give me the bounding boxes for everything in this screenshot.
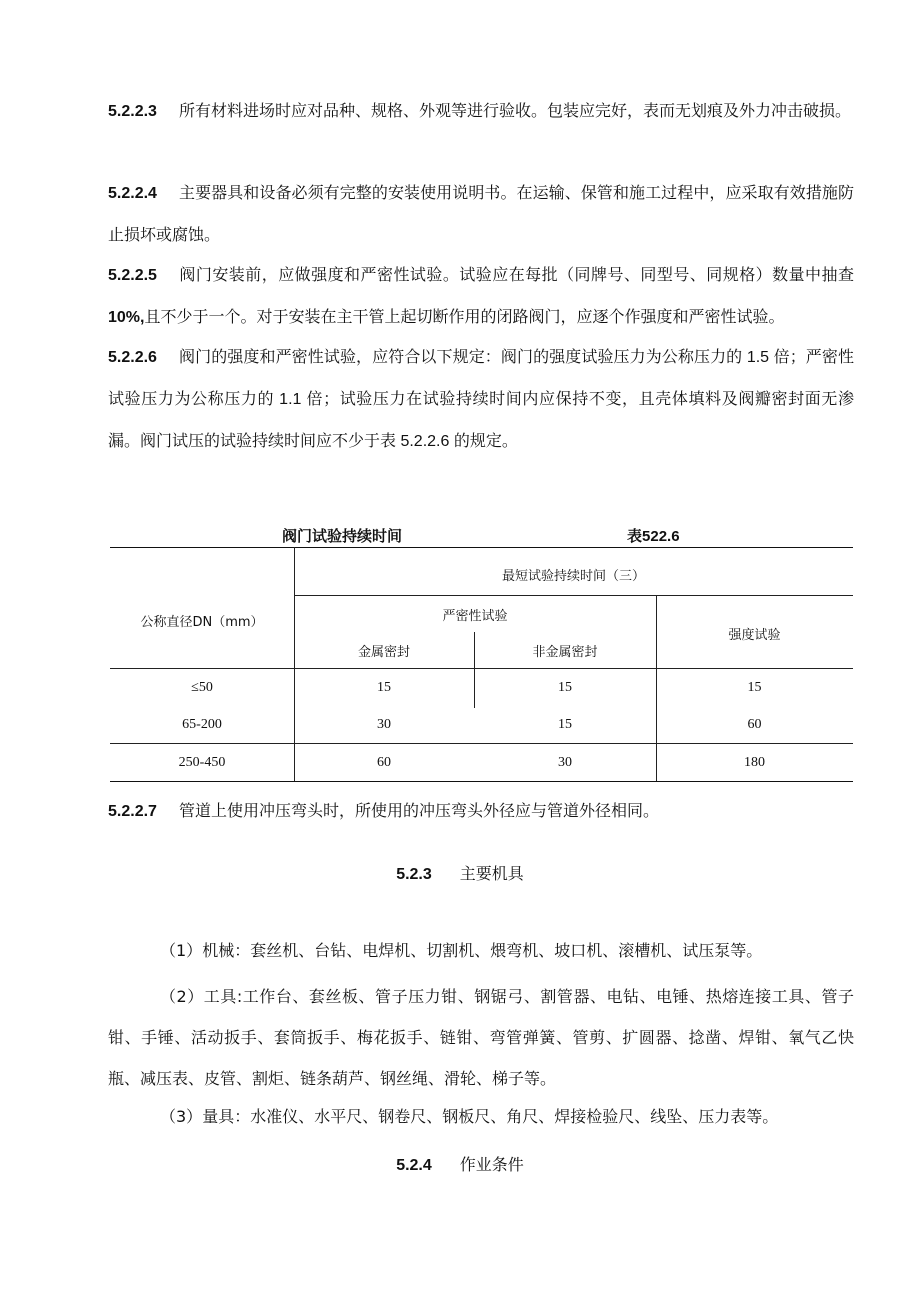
clause-text-b: 倍；严密性试验压力为公称压力的 bbox=[108, 347, 854, 408]
cell-strength: 60 bbox=[747, 717, 762, 732]
item-label: （2） bbox=[160, 987, 204, 1006]
table-reference: 5.2.2.6 bbox=[396, 433, 454, 450]
strength-factor: 1.5 bbox=[742, 349, 774, 366]
clause-number: 5.2.2.3 bbox=[108, 103, 157, 120]
cell-strength: 15 bbox=[747, 680, 762, 695]
header-strength: 强度试验 bbox=[728, 628, 781, 643]
clause-number: 5.2.2.6 bbox=[108, 349, 157, 366]
header-min-time: 最短试验持续时间（三） bbox=[501, 569, 645, 584]
clause-number: 5.2.2.5 bbox=[108, 267, 157, 284]
tightness-factor: 1.1 bbox=[274, 391, 307, 408]
cell-metal: 60 bbox=[377, 755, 391, 770]
header-nonmetal-seal: 非金属密封 bbox=[532, 645, 598, 660]
table-bottom-rule bbox=[110, 781, 853, 782]
cell-dn: 65-200 bbox=[182, 717, 222, 732]
item-text: 工具:工作台、套丝板、管子压力钳、钢锯弓、割管器、电钻、电锤、热熔连接工具、管子钳、手锤、活动扳手、套筒扳手、梅花扳手、链钳、弯管弹簧、管剪、扩圆器、捻凿、焊钳、氧气乙快瓶、减压表、皮管、割炬、链条葫芦、钢丝绳、滑轮、梯子等。 bbox=[108, 987, 854, 1088]
cell-metal: 15 bbox=[377, 680, 391, 695]
section-title: 作业条件 bbox=[459, 1155, 524, 1174]
clause-text-cont: 且不少于一个。对于安装在主干管上起切断作用的闭路阀门，应逐个作强度和严密性试验。 bbox=[144, 307, 785, 326]
rule bbox=[110, 743, 853, 744]
cell-metal: 30 bbox=[377, 717, 391, 732]
cell-nonmetal: 30 bbox=[558, 755, 572, 770]
section-title: 主要机具 bbox=[459, 864, 524, 883]
section-number: 5.2.3 bbox=[396, 866, 432, 883]
clause-text: 阀门的强度和严密性试验，应符合以下规定：阀门的强度试验压力为公称压力的 bbox=[178, 347, 743, 366]
tools-list bbox=[108, 976, 854, 1099]
clause-text: 管道上使用冲压弯头时，所使用的冲压弯头外径应与管道外径相同。 bbox=[178, 801, 659, 820]
rule bbox=[110, 668, 853, 669]
cell-strength: 180 bbox=[744, 755, 765, 770]
clause-number: 5.2.2.7 bbox=[108, 803, 157, 820]
header-metal-seal: 金属密封 bbox=[357, 645, 410, 660]
header-dn: 公称直径DN（mm） bbox=[140, 615, 264, 630]
cell-dn: ≤50 bbox=[191, 680, 213, 695]
table-number bbox=[627, 525, 680, 546]
item-text: 机械：套丝机、台钻、电焊机、切割机、煨弯机、坡口机、滚槽机、试压泵等。 bbox=[202, 941, 763, 960]
cell-nonmetal: 15 bbox=[558, 717, 572, 732]
clause-number: 5.2.2.4 bbox=[108, 185, 157, 202]
clause-text: 主要器具和设备必须有完整的安装使用说明书。在运输、保管和施工过程中，应采取有效措施防止损坏或腐蚀。 bbox=[108, 183, 854, 244]
table-no: 522.6 bbox=[642, 528, 680, 545]
table-label: 表 bbox=[627, 527, 643, 545]
section-number: 5.2.4 bbox=[396, 1157, 432, 1174]
table-top-rule bbox=[110, 547, 853, 548]
cell-nonmetal: 15 bbox=[558, 680, 572, 695]
clause-5-2-2-3 bbox=[108, 90, 854, 132]
machinery-list bbox=[108, 930, 854, 971]
measuring-tools-list bbox=[108, 1096, 854, 1137]
clause-5-2-2-7 bbox=[108, 790, 854, 832]
cell-dn: 250-450 bbox=[178, 755, 226, 770]
clause-5-2-2-5 bbox=[108, 254, 854, 338]
header-tightness: 严密性试验 bbox=[442, 609, 508, 624]
clause-5-2-2-4 bbox=[108, 172, 854, 255]
table-caption: 阀门试验持续时间 bbox=[282, 527, 403, 545]
item-label: （3） bbox=[160, 1107, 203, 1126]
item-text: 量具：水准仪、水平尺、钢卷尺、钢板尺、角尺、焊接检验尺、线坠、压力表等。 bbox=[202, 1107, 779, 1126]
clause-text: 阀门安装前，应做强度和严密性试验。试验应在每批（同牌号、同型号、同规格）数量中抽查 bbox=[178, 265, 854, 284]
section-heading-5-2-4 bbox=[0, 1152, 920, 1175]
clause-5-2-2-6 bbox=[108, 336, 854, 462]
clause-text-c: 倍；试验压力在试验持续时间内应保持不变，且壳体填料及阀瓣密封面无渗漏。阀门试压的试验持续时间应不少于表 bbox=[108, 389, 854, 450]
clause-text: 所有材料进场时应对品种、规格、外观等进行验收。包装应完好，表而无划痕及外力冲击破损。 bbox=[178, 101, 851, 120]
clause-text-d: 的规定。 bbox=[453, 431, 518, 450]
rule bbox=[294, 595, 853, 596]
section-heading-5-2-3 bbox=[0, 861, 920, 884]
sample-percent: 10%, bbox=[108, 309, 145, 326]
item-label: （1） bbox=[160, 941, 203, 960]
